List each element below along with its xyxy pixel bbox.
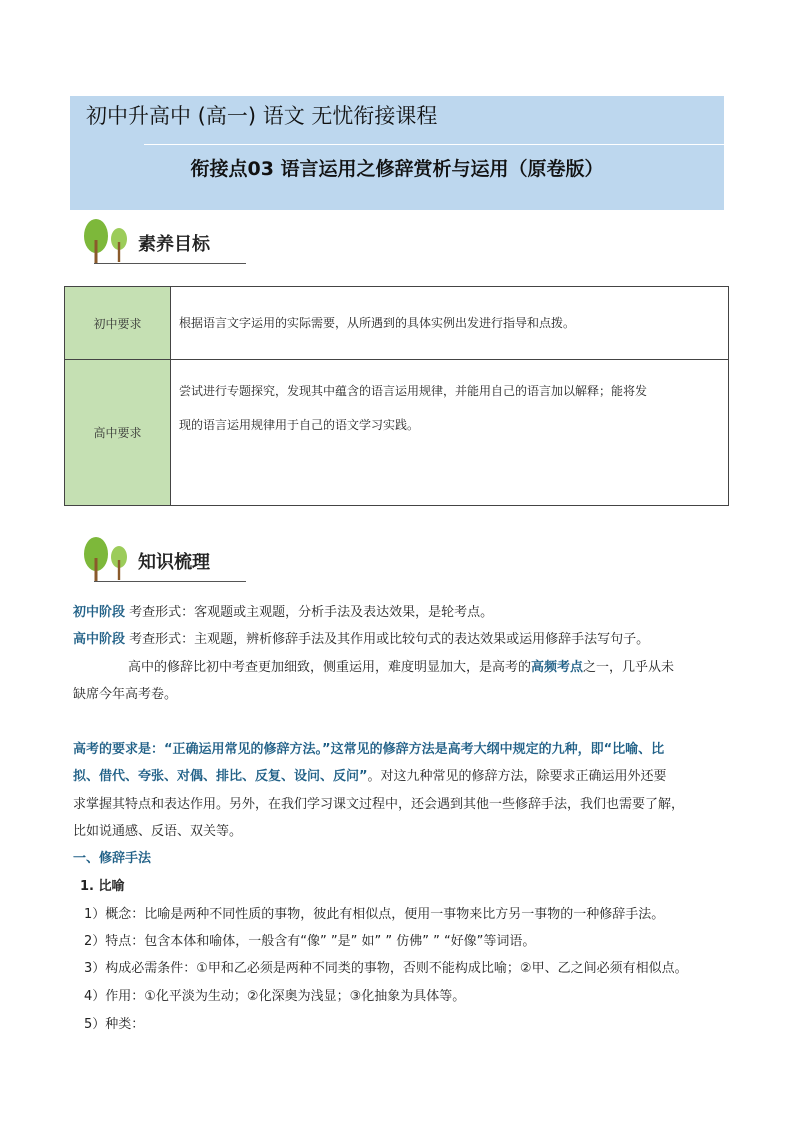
row-text-line: 现的语言运用规律用于自己的语文学习实践。: [179, 418, 420, 432]
section-heading-knowledge: [80, 534, 250, 584]
stage-text: 考查形式：客观题或主观题，分析手法及表达效果，是轮考点。: [125, 605, 494, 620]
stage-line: [73, 601, 493, 620]
paragraph-text: 高中的修辞比初中考查更加细致，侧重运用，难度明显加大，是高考的: [128, 660, 532, 675]
goals-table: [64, 286, 729, 506]
section-title: 知识梳理: [138, 552, 210, 573]
heading-metaphor: 1. 比喻: [80, 879, 125, 894]
row-label: 初中要求: [65, 287, 171, 360]
banner-divider: [144, 144, 724, 145]
tree-icon: [80, 534, 136, 584]
row-text-line: 尝试进行专题探究，发现其中蕴含的语言运用规律，并能用自己的语言加以解释；能将发: [179, 384, 648, 398]
stage-label: 高中阶段: [73, 632, 126, 647]
stage-label: 初中阶段: [73, 605, 126, 620]
requirement-text: 。对这九种常见的修辞方法，除要求正确运用外还要: [367, 769, 667, 784]
highlight-text: 高频考点: [531, 660, 584, 675]
tree-icon: [80, 216, 136, 266]
stage-line: [73, 628, 649, 647]
list-item: 2）特点：包含本体和喻体，一般含有“像” ”是” 如” ” 仿佛” ” “好像”等词语。: [84, 934, 536, 949]
course-title: 初中升高中 (高一) 语文 无忧衔接课程: [86, 104, 438, 128]
paragraph-line: 缺席今年高考卷。: [73, 687, 178, 702]
header-banner: [70, 96, 724, 210]
section-underline: [94, 581, 246, 582]
list-item: 3）构成必需条件：①甲和乙必须是两种不同类的事物，否则不能构成比喻；②甲、乙之间必须有相似点。: [84, 961, 688, 976]
section-heading-goals: [80, 216, 250, 266]
requirement-line: 高考的要求是：“正确运用常见的修辞方法。”这常见的修辞方法是高考大纲中规定的九种，即“比喻、比: [73, 742, 665, 757]
heading-rhetoric: 一、修辞手法: [73, 851, 152, 866]
list-item: 5）种类：: [84, 1017, 145, 1032]
list-item: 4）作用：①化平淡为生动；②化深奥为浅显；③化抽象为具体等。: [84, 989, 466, 1004]
requirement-highlight: 拟、借代、夸张、对偶、排比、反复、设问、反问”: [73, 769, 368, 784]
section-underline: [94, 263, 246, 264]
stage-text: 考查形式：主观题，辨析修辞手法及其作用或比较句式的表达效果或运用修辞手法写句子。: [125, 632, 650, 647]
requirement-line: 比如说通感、反语、双关等。: [73, 824, 243, 839]
table-row: [65, 360, 729, 506]
requirement-line: [73, 765, 667, 784]
row-text: 根据语言文字运用的实际需要，从所遇到的具体实例出发进行指导和点拨。: [171, 287, 729, 360]
requirement-line: 求掌握其特点和表达作用。另外，在我们学习课文过程中，还会遇到其他一些修辞手法，我们也需要了解，: [73, 797, 685, 812]
row-label: 高中要求: [65, 360, 171, 506]
list-item: 1）概念：比喻是两种不同性质的事物，彼此有相似点，便用一事物来比方另一事物的一种修辞手法。: [84, 907, 665, 922]
paragraph-text: 之一，几乎从未: [583, 660, 675, 675]
lesson-title: 衔接点03 语言运用之修辞赏析与运用（原卷版）: [190, 158, 604, 180]
paragraph-line: [128, 656, 674, 675]
table-row: [65, 287, 729, 360]
section-title: 素养目标: [138, 234, 210, 255]
row-text: [171, 360, 729, 506]
